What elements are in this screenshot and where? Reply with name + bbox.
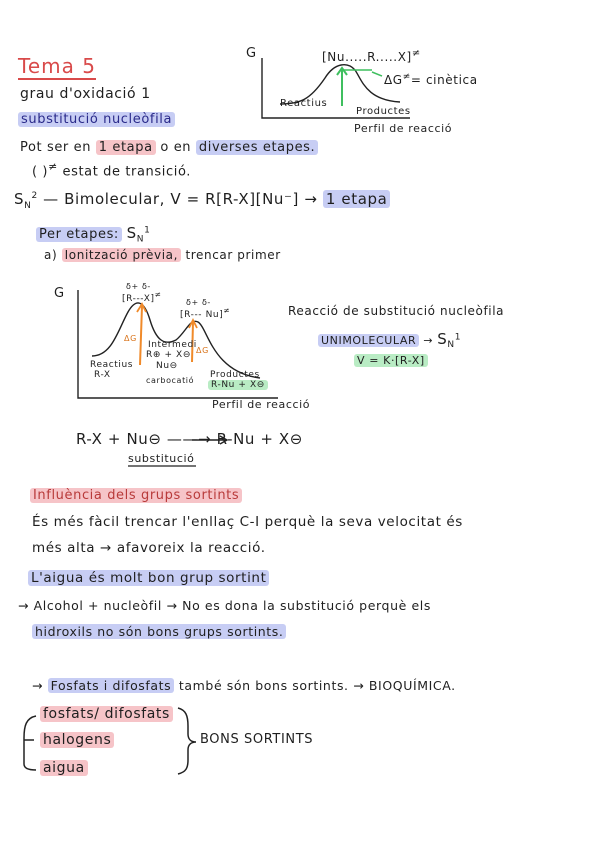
influence-alcohol-line1: → Alcohol + nucleòfil → No es dona la substitució perquè els	[18, 598, 431, 613]
line-per-etapes: Per etapes: $S_N^1$	[36, 224, 150, 245]
uni-rate: V = K·[R-X]	[354, 354, 428, 367]
influence-p1-line2: més alta → afavoreix la reacció.	[32, 540, 266, 556]
list-item-halogens: halogens	[40, 732, 114, 748]
uni-heading: Reacció de substitució nucleòfila	[288, 304, 505, 318]
page-title: Tema 5	[18, 54, 96, 78]
graph2-delta-g-2: ΔG	[196, 346, 209, 355]
line-steps: Pot ser en 1 etapa o en diverses etapes.	[20, 140, 318, 155]
graph1-g-axis-label: G	[246, 46, 257, 61]
uni-line: UNIMOLECULAR → $S_N^1$	[318, 330, 461, 350]
subtitle: grau d'oxidació 1	[20, 86, 151, 102]
graph2-ts2-charges: δ+ δ-	[186, 298, 211, 307]
graph2-ts1-charges: δ+ δ-	[126, 282, 151, 291]
graph2-x-axis-label: Perfil de reacció	[212, 398, 311, 411]
list-group-label: BONS SORTINTS	[200, 732, 314, 747]
graph2-ts1: [R---X]≠	[122, 290, 162, 304]
graph2-products-species: R-Nu + X⊖	[208, 380, 268, 390]
influence-fosfats: → Fosfats i difosfats també són bons sortints. → BIOQUÍMICA.	[32, 678, 456, 693]
graph2-reactants: Reactius	[90, 360, 134, 370]
influence-heading: Influència dels grups sortints	[30, 488, 242, 503]
graph1-products: Productes	[356, 106, 411, 117]
list-item-fosfats: fosfats/ difosfats	[40, 706, 173, 722]
graph1-reactants: Reactius	[280, 98, 328, 109]
reaction-equation: R-X + Nu⊖ ——→ R-Nu + X⊖	[76, 430, 303, 448]
graph2-reactants-species: R-X	[94, 370, 111, 380]
graph1-x-axis-label: Perfil de reacció	[354, 122, 453, 135]
reaction-label: substitució	[128, 452, 195, 465]
graph2-products: Productes	[210, 370, 260, 380]
graph1-delta-g: ΔG≠= cinètica	[384, 72, 478, 87]
influence-p1-line1: És més fàcil trencar l'enllaç C-I perquè la seva velocitat és	[32, 514, 463, 530]
line-ionitzacio: a) Ionització prèvia, trencar primer	[44, 248, 281, 262]
section-heading-nucleophilic: substitució nucleòfila	[18, 112, 175, 127]
graph2-ts2: [R--- Nu]≠	[180, 306, 231, 320]
graph2-nucleophile: Nu⊖	[156, 361, 178, 371]
graph1-transition-state: [Nu.....R.....X]≠	[322, 48, 421, 64]
graph2-intermediate: Intermedi	[148, 340, 197, 350]
graph2-carbocation: carbocatió	[146, 376, 195, 385]
graph2-intermediate-species: R⊕ + X⊖	[146, 350, 191, 360]
line-transition-state: ( )≠ estat de transició.	[32, 160, 191, 180]
line-sn2: $S_N^2$ — Bimolecular, V = R[R-X][Nu⁻] → 1 etapa	[14, 190, 390, 211]
list-item-aigua: aigua	[40, 760, 88, 776]
influence-aigua: L'aigua és molt bon grup sortint	[28, 570, 269, 586]
graph2-g-axis-label: G	[54, 286, 65, 301]
influence-alcohol-line2: hidroxils no són bons grups sortints.	[32, 624, 286, 639]
graph2-delta-g-1: ΔG	[124, 334, 137, 343]
